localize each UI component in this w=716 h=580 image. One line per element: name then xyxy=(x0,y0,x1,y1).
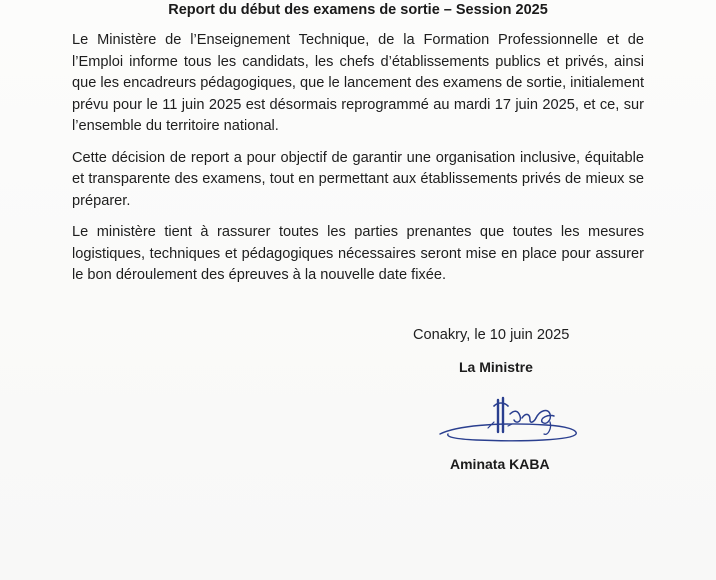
document-title: Report du début des examens de sortie – Session 2025 xyxy=(168,2,548,18)
handwritten-signature xyxy=(436,392,586,452)
paragraph-objective: Cette décision de report a pour objectif de garantir une organisation inclusive, équitable et transparente des examens, tout en permettant aux établissements privés de mieux se préparer. xyxy=(72,149,644,209)
paragraph-reassurance: Le ministère tient à rassurer toutes les parties prenantes que toutes les mesures logistiques, techniques et pédagogiques nécessaires seront mise en place pour assurer le bon déroulement des épreuves à la nouvelle date fixée. xyxy=(72,224,644,283)
document-body xyxy=(72,30,644,297)
signatory-title: La Ministre xyxy=(459,359,533,375)
place-date: Conakry, le 10 juin 2025 xyxy=(413,327,570,343)
signatory-name: Aminata KABA xyxy=(450,456,550,472)
paragraph-announcement: Le Ministère de l’Enseignement Technique, de la Formation Professionnelle et de l’Emploi informe tous les candidats, les chefs d’établissements publics et privés, ainsi que les encadreurs pédagogiques, que le lancement des examens de sortie, initialement prévu pour le 11 juin 2025 est désormais reprogrammé au mardi 17 juin 2025, et ce, sur l’ensemble du territoire national. xyxy=(72,32,644,134)
